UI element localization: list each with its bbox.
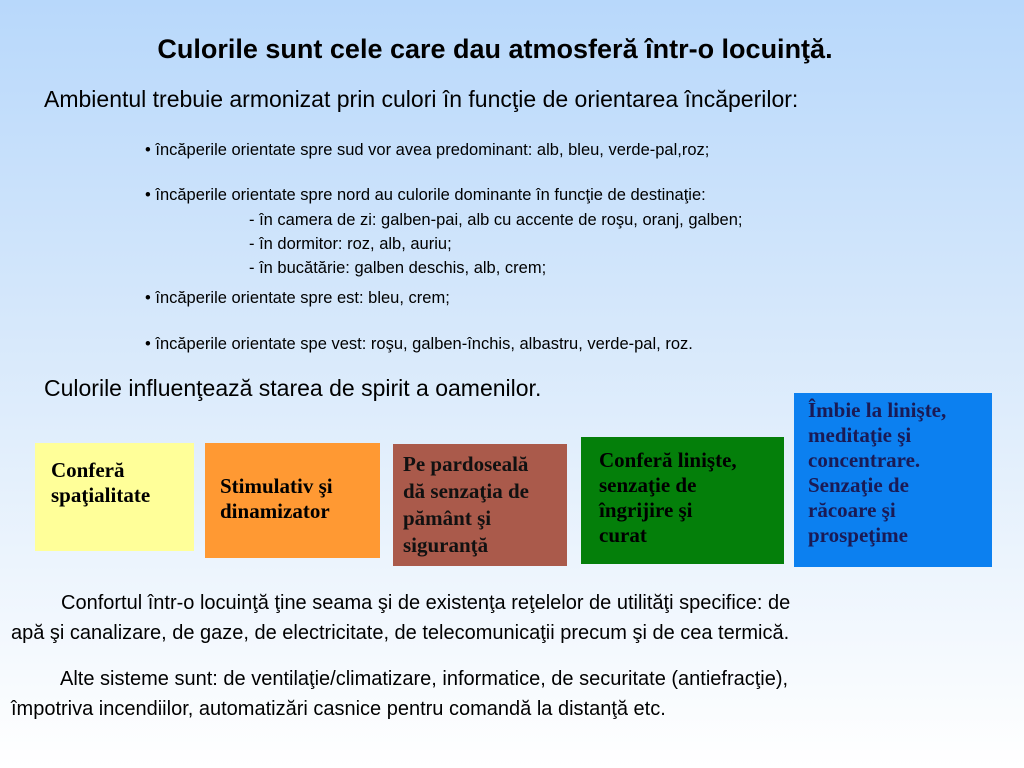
bullet-east — [145, 289, 450, 308]
bullet-marker: • — [145, 186, 151, 204]
bullet-text: încăperile orientate spre sud vor avea predominant: alb, bleu, verde-pal,roz; — [155, 141, 710, 159]
systems-paragraph-line-2: împotriva incendiilor, automatizări casnice pentru comandă la distanţă etc. — [11, 698, 666, 720]
systems-paragraph-line-1: Alte sisteme sunt: de ventilaţie/climatizare, informatice, de securitate (antiefracţie), — [60, 668, 789, 690]
north-detail-bedroom: - în dormitor: roz, alb, auriu; — [249, 235, 452, 253]
bullet-marker: • — [145, 141, 151, 159]
bullet-text: încăperile orientate spre est: bleu, crem; — [155, 289, 450, 307]
bullet-south — [145, 141, 709, 160]
north-detail-kitchen: - în bucătărie: galben deschis, alb, crem; — [249, 259, 547, 277]
bullet-marker: • — [145, 335, 151, 353]
bullet-west — [145, 335, 693, 354]
intro-text: Ambientul trebuie armonizat prin culori în funcţie de orientarea încăperilor: — [44, 86, 799, 112]
utilities-paragraph-line-1: Confortul într-o locuinţă ţine seama şi de existenţa reţelelor de utilităţi specifice: de — [61, 592, 791, 614]
color-box-brown: Pe pardoseală dă senzaţia de pământ şi siguranţă — [393, 444, 567, 566]
page-title: Culorile sunt cele care dau atmosferă într-o locuinţă. — [157, 34, 833, 64]
color-box-orange: Stimulativ şi dinamizator — [205, 443, 380, 558]
bullet-marker: • — [145, 289, 151, 307]
mood-text: Culorile influenţează starea de spirit a oamenilor. — [44, 375, 542, 401]
color-box-blue: Îmbie la linişte, meditaţie şi concentrare. Senzaţie de răcoare şi prospeţime — [794, 393, 992, 567]
north-detail-living: - în camera de zi: galben-pai, alb cu accente de roşu, oranj, galben; — [249, 211, 743, 229]
utilities-paragraph-line-2: apă şi canalizare, de gaze, de electricitate, de telecomunicaţii precum şi de cea termică. — [11, 622, 790, 644]
bullet-text: încăperile orientate spe vest: roşu, galben-închis, albastru, verde-pal, roz. — [155, 335, 693, 353]
color-box-yellow: Conferă spaţialitate — [35, 443, 194, 551]
color-box-green: Conferă linişte, senzaţie de îngrijire şi curat — [581, 437, 784, 564]
bullet-text: încăperile orientate spre nord au culorile dominante în funcţie de destinaţie: — [155, 186, 706, 204]
bullet-north — [145, 186, 706, 205]
